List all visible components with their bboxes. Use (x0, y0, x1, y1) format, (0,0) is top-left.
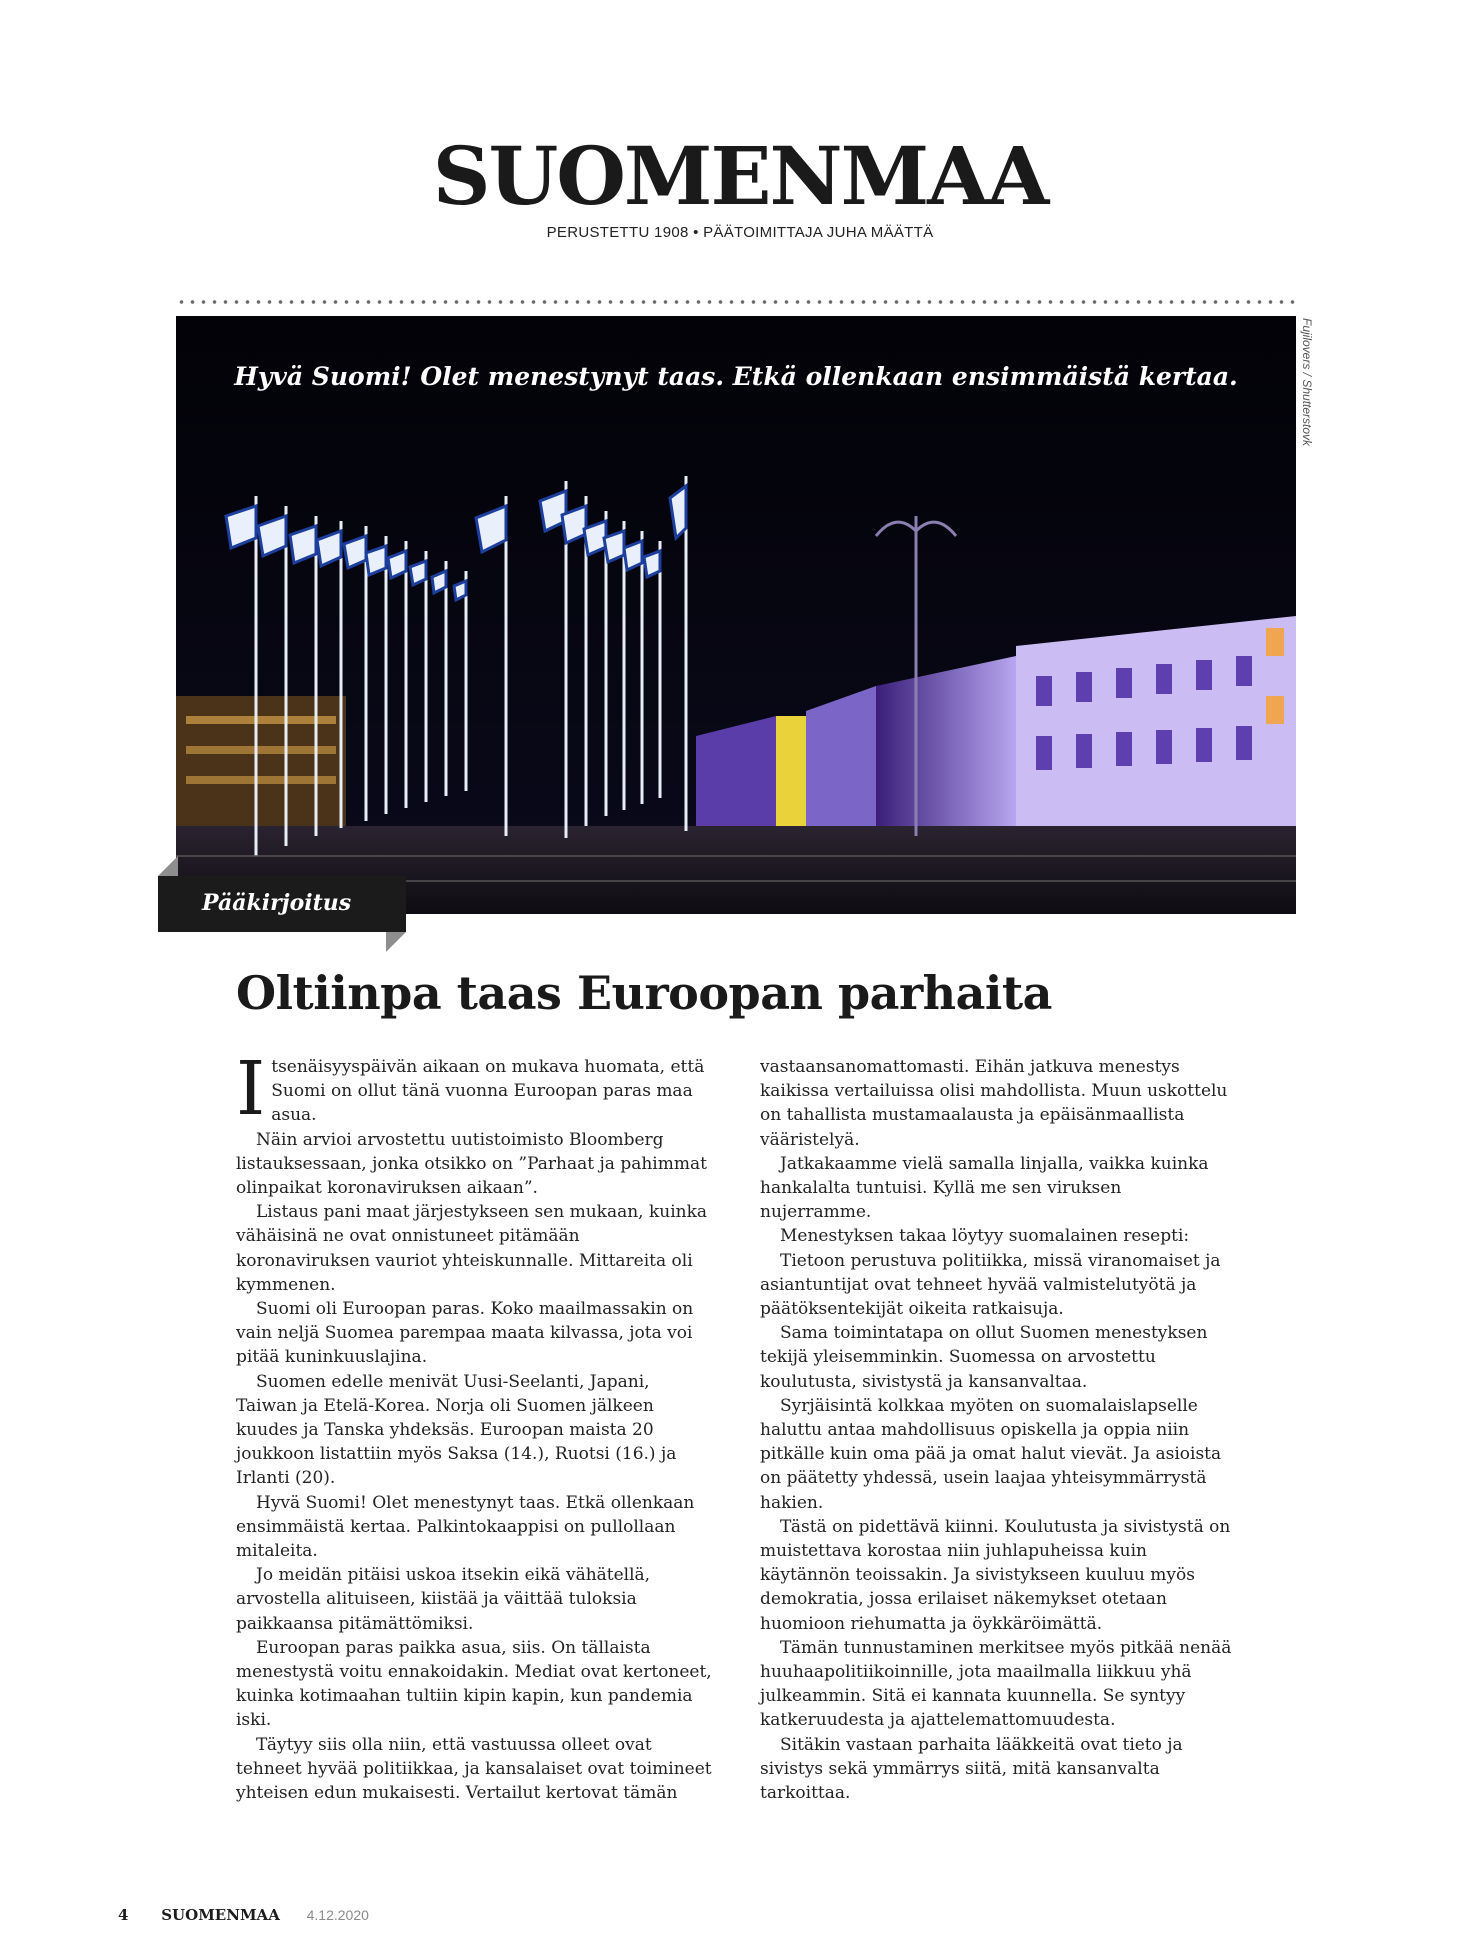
section-label (158, 876, 406, 932)
article-paragraph: Näin arvioi arvostettu uutistoimisto Bloomberg listauksessaan, jonka otsikko on ”Parhaat ja pahimmat olinpaikat koronaviruksen aikaan”. (236, 1129, 707, 1199)
article-paragraph-text: tsenäisyyspäivän aikaan on mukava huomata, että Suomi on ollut tänä vuonna Euroopan paras maa asua. (271, 1057, 705, 1126)
section-label-text: Pääkirjoitus (202, 890, 352, 916)
hero-caption: Hyvä Suomi! Olet menestynyt taas. Etkä ollenkaan ensimmäistä kertaa. (234, 362, 1238, 391)
article-paragraph: Tämän tunnustaminen merkitsee myös pitkää nenää huuhaapolitiikoinnille, jota maailmalla liikkuu yhä julkeammin. Sitä ei kannata kuunnella. Se syntyy katkeruudesta ja ajattelemattomuudesta. (760, 1637, 1232, 1731)
article-paragraph: Tietoon perustuva politiikka, missä viranomaiset ja asiantuntijat ovat tehneet hyvää valmistelutyötä ja päätöksentekijät oikeita ratkaisuja. (760, 1250, 1221, 1320)
article-paragraph: Syrjäisintä kolkkaa myöten on suomalaislapselle haluttu antaa mahdollisuus opiskella ja oppia niin pitkälle kuin oma pää ja omat halut vievät. Ja asioista on päätetty yhdessä, usein laajaa yhteisymmärrystä hakien. (760, 1395, 1222, 1513)
article-headline: Oltiinpa taas Euroopan parhaita (236, 966, 1052, 1020)
article-paragraph: Tästä on pidettävä kiinni. Koulutusta ja sivistystä on muistettava korostaa niin juhlapuheissa kuin käytännön teoissakin. Ja sivistykseen kuuluu myös demokratia, jossa erilaiset näkemykset otetaan huomioon riehumatta ja öykkäröimättä. (760, 1516, 1231, 1634)
dotted-divider (176, 300, 1296, 304)
page-number: 4 (118, 1906, 129, 1924)
article-paragraph: Jo meidän pitäisi uskoa itsekin eikä vähätellä, arvostella alituiseen, kiistää ja väittää tuloksia paikkaansa pitämättömiksi. (236, 1565, 651, 1634)
photo-credit-text: Fujilovers / Shutterstovk (1300, 318, 1314, 447)
masthead-logo: SUOMENMAA (432, 129, 1048, 223)
article-column-left (236, 1046, 712, 1805)
article-paragraph: Menestyksen takaa löytyy suomalainen resepti: (780, 1226, 1190, 1247)
article-paragraph: Euroopan paras paikka asua, siis. On tällaista menestystä voitu ennakoidakin. Mediat ovat kertoneet, kuinka kotimaahan tultiin kipin kapin, kun pandemia iski. (236, 1637, 712, 1731)
article-paragraph: Sitäkin vastaan parhaita lääkkeitä ovat tieto ja sivistys sekä ymmärrys siitä, mitä kansanvalta tarkoittaa. (760, 1734, 1183, 1804)
hero-photo (176, 316, 1296, 914)
article-paragraph: Listaus pani maat järjestykseen sen mukaan, kuinka vähäisinä ne ovat onnistuneet pitämään koronaviruksen vauriot yhteiskunnalle. Mittareita oli kymmenen. (236, 1202, 708, 1295)
section-label-corner-top (158, 856, 178, 876)
article-paragraph: Täytyy siis olla niin, että vastuussa olleet ovat tehneet hyvää politiikkaa, ja kansalaiset ovat toimineet yhteisen edun mukaisesti. Vertailut kertovat tämän (236, 1734, 712, 1804)
hero-photo-illustration (176, 316, 1296, 914)
article-paragraph (236, 1046, 712, 1132)
article-paragraph: Jatkakaamme vielä samalla linjalla, vaikka kuinka hankalalta tuntuisi. Kyllä me sen viruksen nujerramme. (760, 1153, 1209, 1223)
drop-cap: I (236, 1046, 266, 1132)
photo-credit (1298, 318, 1318, 468)
article-column-right (760, 1055, 1236, 1805)
article-paragraph: vastaansanomattomasti. Eihän jatkuva menestys kaikissa vertailuissa olisi mahdollista. Muun uskottelu on tahallista mustamaalausta ja epäisänmaallista vääristelyä. (760, 1057, 1228, 1150)
footer-publication: SUOMENMAA (161, 1906, 280, 1924)
footer-date: 4.12.2020 (306, 1907, 369, 1923)
article-paragraph: Suomi oli Euroopan paras. Koko maailmassakin on vain neljä Suomea parempaa maata kilvassa, jota voi pitää kuninkuuslajina. (236, 1299, 694, 1368)
article-paragraph: Suomen edelle menivät Uusi-Seelanti, Japani, Taiwan ja Etelä-Korea. Norja oli Suomen jälkeen kuudes ja Tanska yhdeksäs. Euroopan maista 20 joukkoon listattiin myös Saksa (14.), Ruotsi (16.) ja Irlanti (20). (236, 1371, 677, 1489)
page-footer (118, 1906, 369, 1924)
article-paragraph: Sama toimintatapa on ollut Suomen menestyksen tekijä yleisemminkin. Suomessa on arvostettu koulutusta, sivistystä ja kansanvaltaa. (760, 1323, 1208, 1392)
article-paragraph: Hyvä Suomi! Olet menestynyt taas. Etkä ollenkaan ensimmäistä kertaa. Palkintokaappisi on pullollaan mitaleita. (236, 1492, 695, 1562)
section-label-corner-bottom (386, 932, 406, 952)
masthead-subtitle: PERUSTETTU 1908 • PÄÄTOIMITTAJA JUHA MÄÄTTÄ (546, 224, 934, 241)
